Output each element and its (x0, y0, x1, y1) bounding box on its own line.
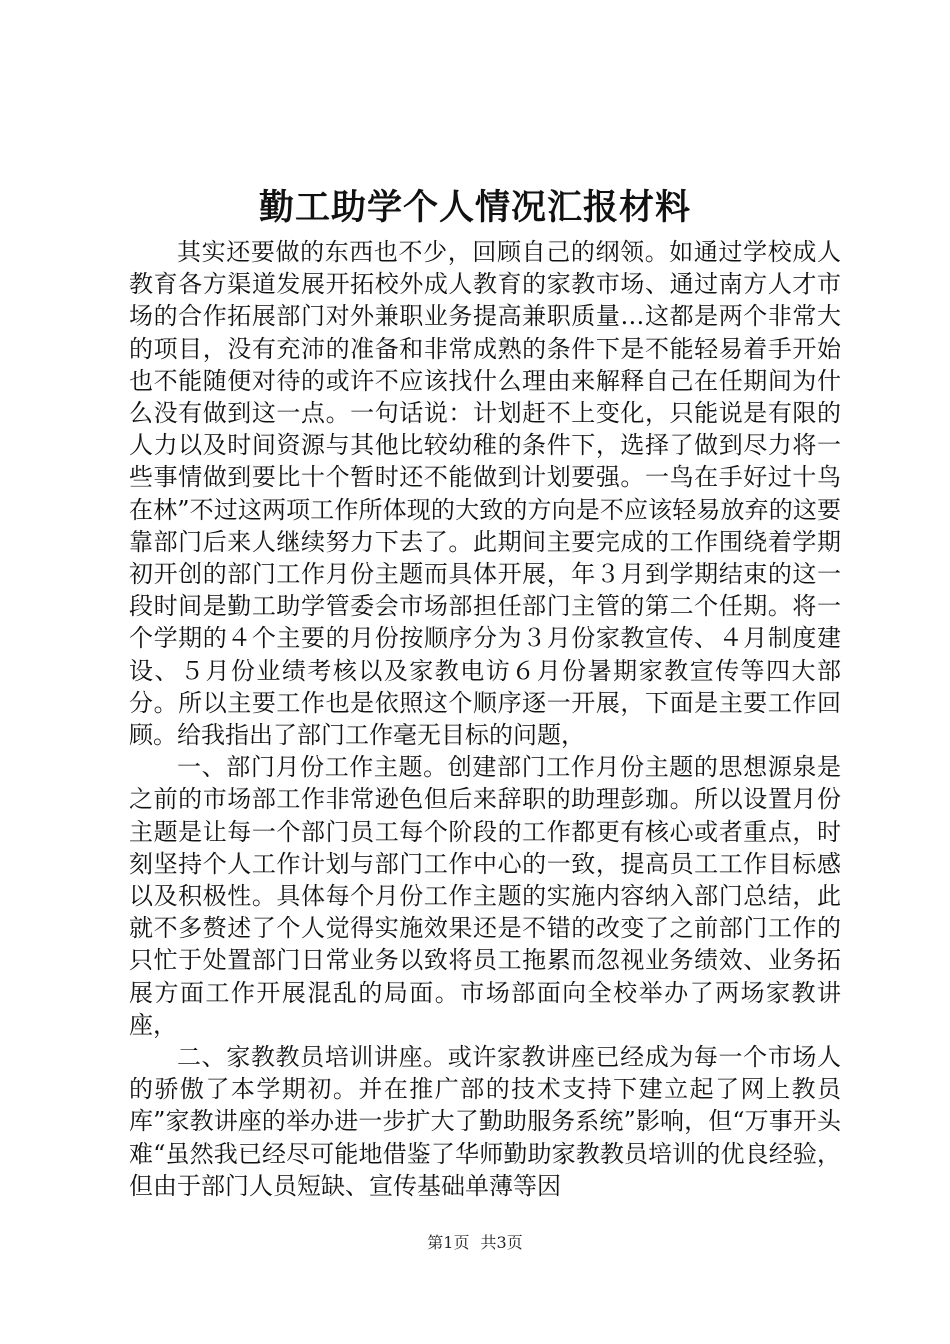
page-number: 第1页 (427, 1233, 470, 1252)
paragraph-intro: 其实还要做的东西也不少，回顾自己的纲领。如通过学校成人教育各方渠道发展开拓校外成人教育的家教市场、通过南方人才市场的合作拓展部门对外兼职业务提高兼职质量…这都是两个非常大的项目，没有充沛的准备和非常成熟的条件下是不能轻易着手开始也不能随便对待的或许不应该找什么理由来解释自己在任期间为什么没有做到这一点。一句话说：计划赶不上变化，只能说是有限的人力以及时间资源与其他比较幼稚的条件下，选择了做到尽力将一些事情做到要比十个暂时还不能做到计划要强。一鸟在手好过十鸟在林”不过这两项工作所体现的大致的方向是不应该轻易放弃的这要靠部门后来人继续努力下去了。此期间主要完成的工作围绕着学期初开创的部门工作月份主题而具体开展，年３月到学期结束的这一段时间是勤工助学管委会市场部担任部门主管的第二个任期。将一个学期的４个主要的月份按顺序分为３月份家教宣传、４月制度建设、５月份业绩考核以及家教电访６月份暑期家教宣传等四大部分。所以主要工作也是依照这个顺序逐一开展，下面是主要工作回顾。给我指出了部门工作毫无目标的问题， (129, 238, 841, 750)
page-total: 共3页 (480, 1233, 523, 1252)
page-footer (0, 1233, 950, 1253)
document-title: 勤工助学个人情况汇报材料 (258, 187, 691, 228)
paragraph-section-2: 二、家教教员培训讲座。或许家教讲座已经成为每一个市场人的骄傲了本学期初。并在推广部的技术支持下建立起了网上教员库”家教讲座的举办进一步扩大了勤助服务系统”影响，但“万事开头难“虽然我已经尽可能地借鉴了华师勤助家教教员培训的优良经验，但由于部门人员短缺、宣传基础单薄等因 (129, 1043, 841, 1200)
document-body (129, 236, 841, 1202)
paragraph-section-1: 一、部门月份工作主题。创建部门工作月份主题的思想源泉是之前的市场部工作非常逊色但后来辞职的助理彭珈。所以设置月份主题是让每一个部门员工每个阶段的工作都更有核心或者重点，时刻坚持个人工作计划与部门工作中心的一致，提高员工工作目标感以及积极性。具体每个月份工作主题的实施内容纳入部门总结，此就不多赘述了个人觉得实施效果还是不错的改变了之前部门工作的只忙于处置部门日常业务以致将员工拖累而忽视业务绩效、业务拓展方面工作开展混乱的局面。市场部面向全校举办了两场家教讲座， (129, 753, 841, 1039)
